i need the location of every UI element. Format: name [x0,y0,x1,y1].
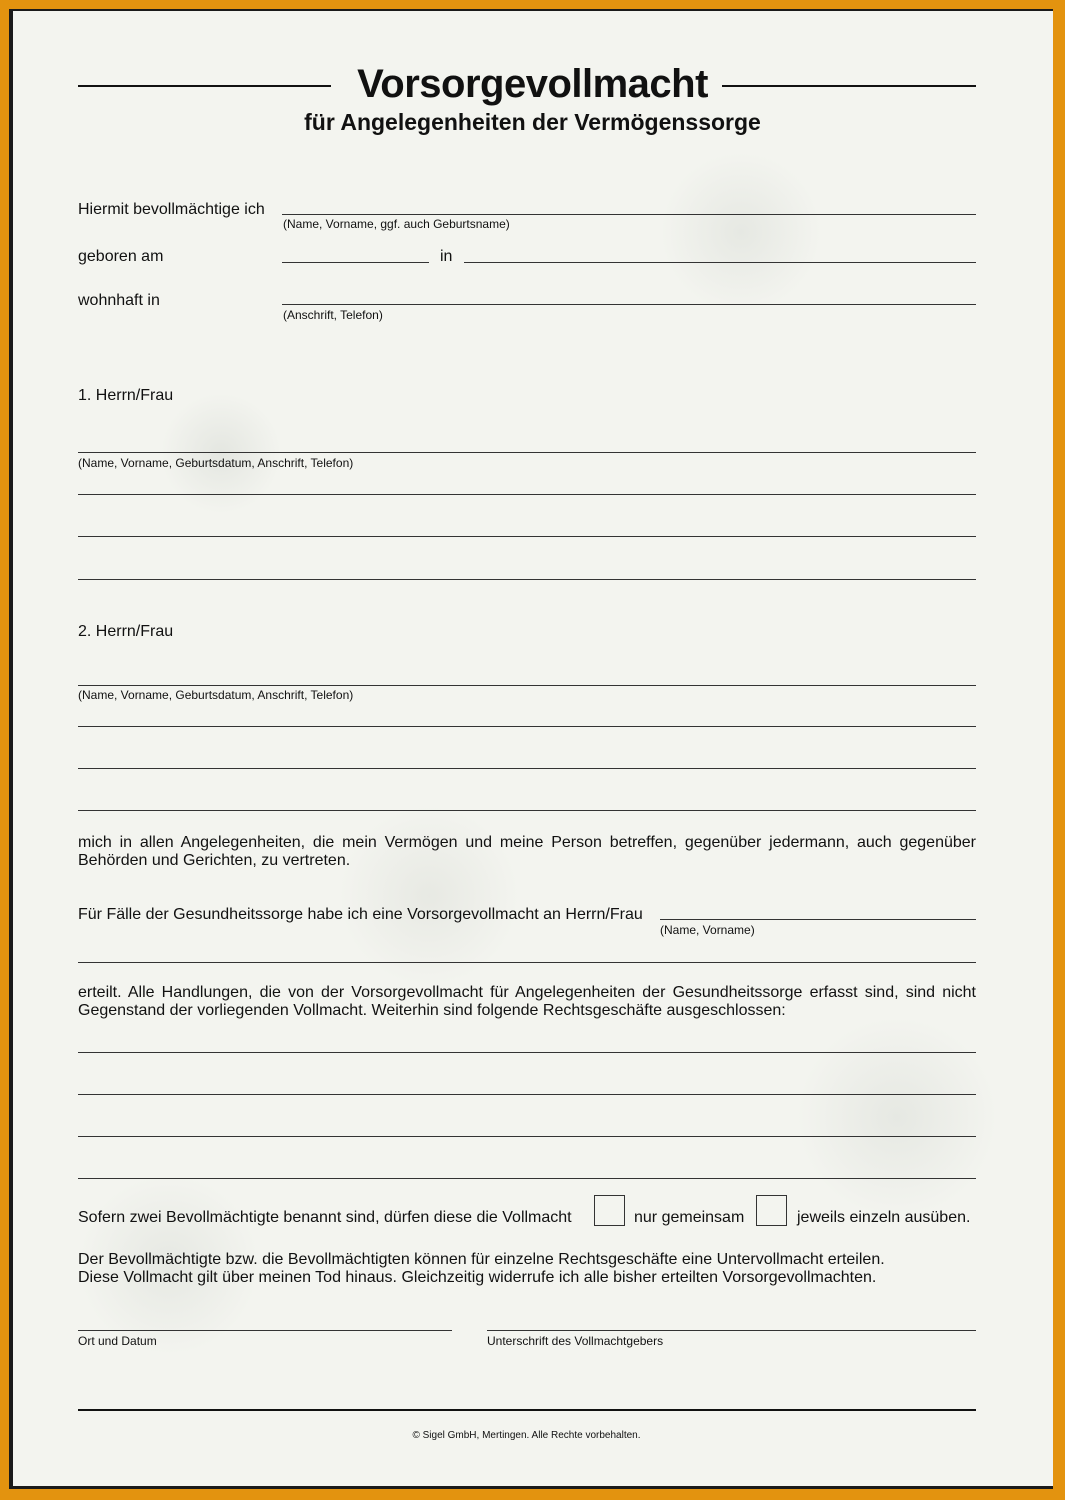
closing-line-1: Der Bevollmächtigte bzw. die Bevollmächtigten können für einzelne Rechtsgeschäfte eine Untervollmacht erteilen. [78,1251,885,1268]
page-subtitle: für Angelegenheiten der Vermögenssorge [304,109,761,135]
exclusion-line-4[interactable] [78,1178,976,1179]
agent1-line-2[interactable] [78,494,976,495]
health-agent-field[interactable] [660,919,976,920]
address-label: wohnhaft in [78,292,160,309]
joint-option-label: nur gemeinsam [634,1209,745,1226]
birth-date-field[interactable] [282,262,429,263]
exclusion-line-2[interactable] [78,1094,976,1095]
joint-checkbox[interactable] [594,1195,625,1226]
exclusion-line-3[interactable] [78,1136,976,1137]
agent2-hint: (Name, Vorname, Geburtsdatum, Anschrift, Telefon) [78,688,354,702]
agent1-label: 1. Herrn/Frau [78,387,174,404]
exclusion-line-1[interactable] [78,1052,976,1053]
individual-checkbox[interactable] [756,1195,787,1226]
agent2-label: 2. Herrn/Frau [78,623,174,640]
agent2-line-1[interactable] [78,685,976,686]
joint-text: Sofern zwei Bevollmächtigte benannt sind, dürfen diese die Vollmacht [78,1209,572,1226]
birth-place-field[interactable] [464,262,976,263]
agent2-line-3[interactable] [78,768,976,769]
health-agent-hint: (Name, Vorname) [660,923,755,937]
born-in-label: in [440,248,453,265]
agent1-hint: (Name, Vorname, Geburtsdatum, Anschrift, Telefon) [78,456,354,470]
principal-name-label: Hiermit bevollmächtige ich [78,201,265,218]
place-date-field[interactable] [78,1330,452,1331]
address-hint: (Anschrift, Telefon) [283,308,383,322]
scope-paragraph: mich in allen Angelegenheiten, die mein Vermögen und meine Person betreffen, gegenüber jedermann, auch gegenüber Behörden und Gerichten, zu vertreten. [78,834,976,869]
closing-line-2: Diese Vollmacht gilt über meinen Tod hinaus. Gleichzeitig widerrufe ich alle bisher erteilten Vorsorgevollmachten. [78,1269,877,1286]
agent1-line-4[interactable] [78,579,976,580]
page-title: Vorsorgevollmacht [357,62,708,106]
principal-name-hint: (Name, Vorname, ggf. auch Geburtsname) [283,217,510,231]
place-date-label: Ort und Datum [78,1334,157,1348]
health-line-2[interactable] [78,962,976,963]
agent2-line-2[interactable] [78,726,976,727]
agent1-line-1[interactable] [78,452,976,453]
principal-name-field[interactable] [282,214,976,215]
exclusion-paragraph: erteilt. Alle Handlungen, die von der Vorsorgevollmacht für Angelegenheiten der Gesundheitssorge erfasst sind, sind nicht Gegenstand der vorliegenden Vollmacht. Weiterhin sind folgende Rechtsgeschäfte ausgeschlossen: [78,984,976,1019]
address-field[interactable] [282,304,976,305]
agent2-line-4[interactable] [78,810,976,811]
copyright-text: © Sigel GmbH, Mertingen. Alle Rechte vorbehalten. [412,1430,641,1441]
footer-rule [78,1409,976,1411]
signature-field[interactable] [487,1330,976,1331]
signature-label: Unterschrift des Vollmachtgebers [487,1334,664,1348]
health-label: Für Fälle der Gesundheitssorge habe ich eine Vorsorgevollmacht an Herrn/Frau [78,906,643,923]
individual-option-label: jeweils einzeln ausüben. [797,1209,971,1226]
born-label: geboren am [78,248,164,265]
agent1-line-3[interactable] [78,536,976,537]
